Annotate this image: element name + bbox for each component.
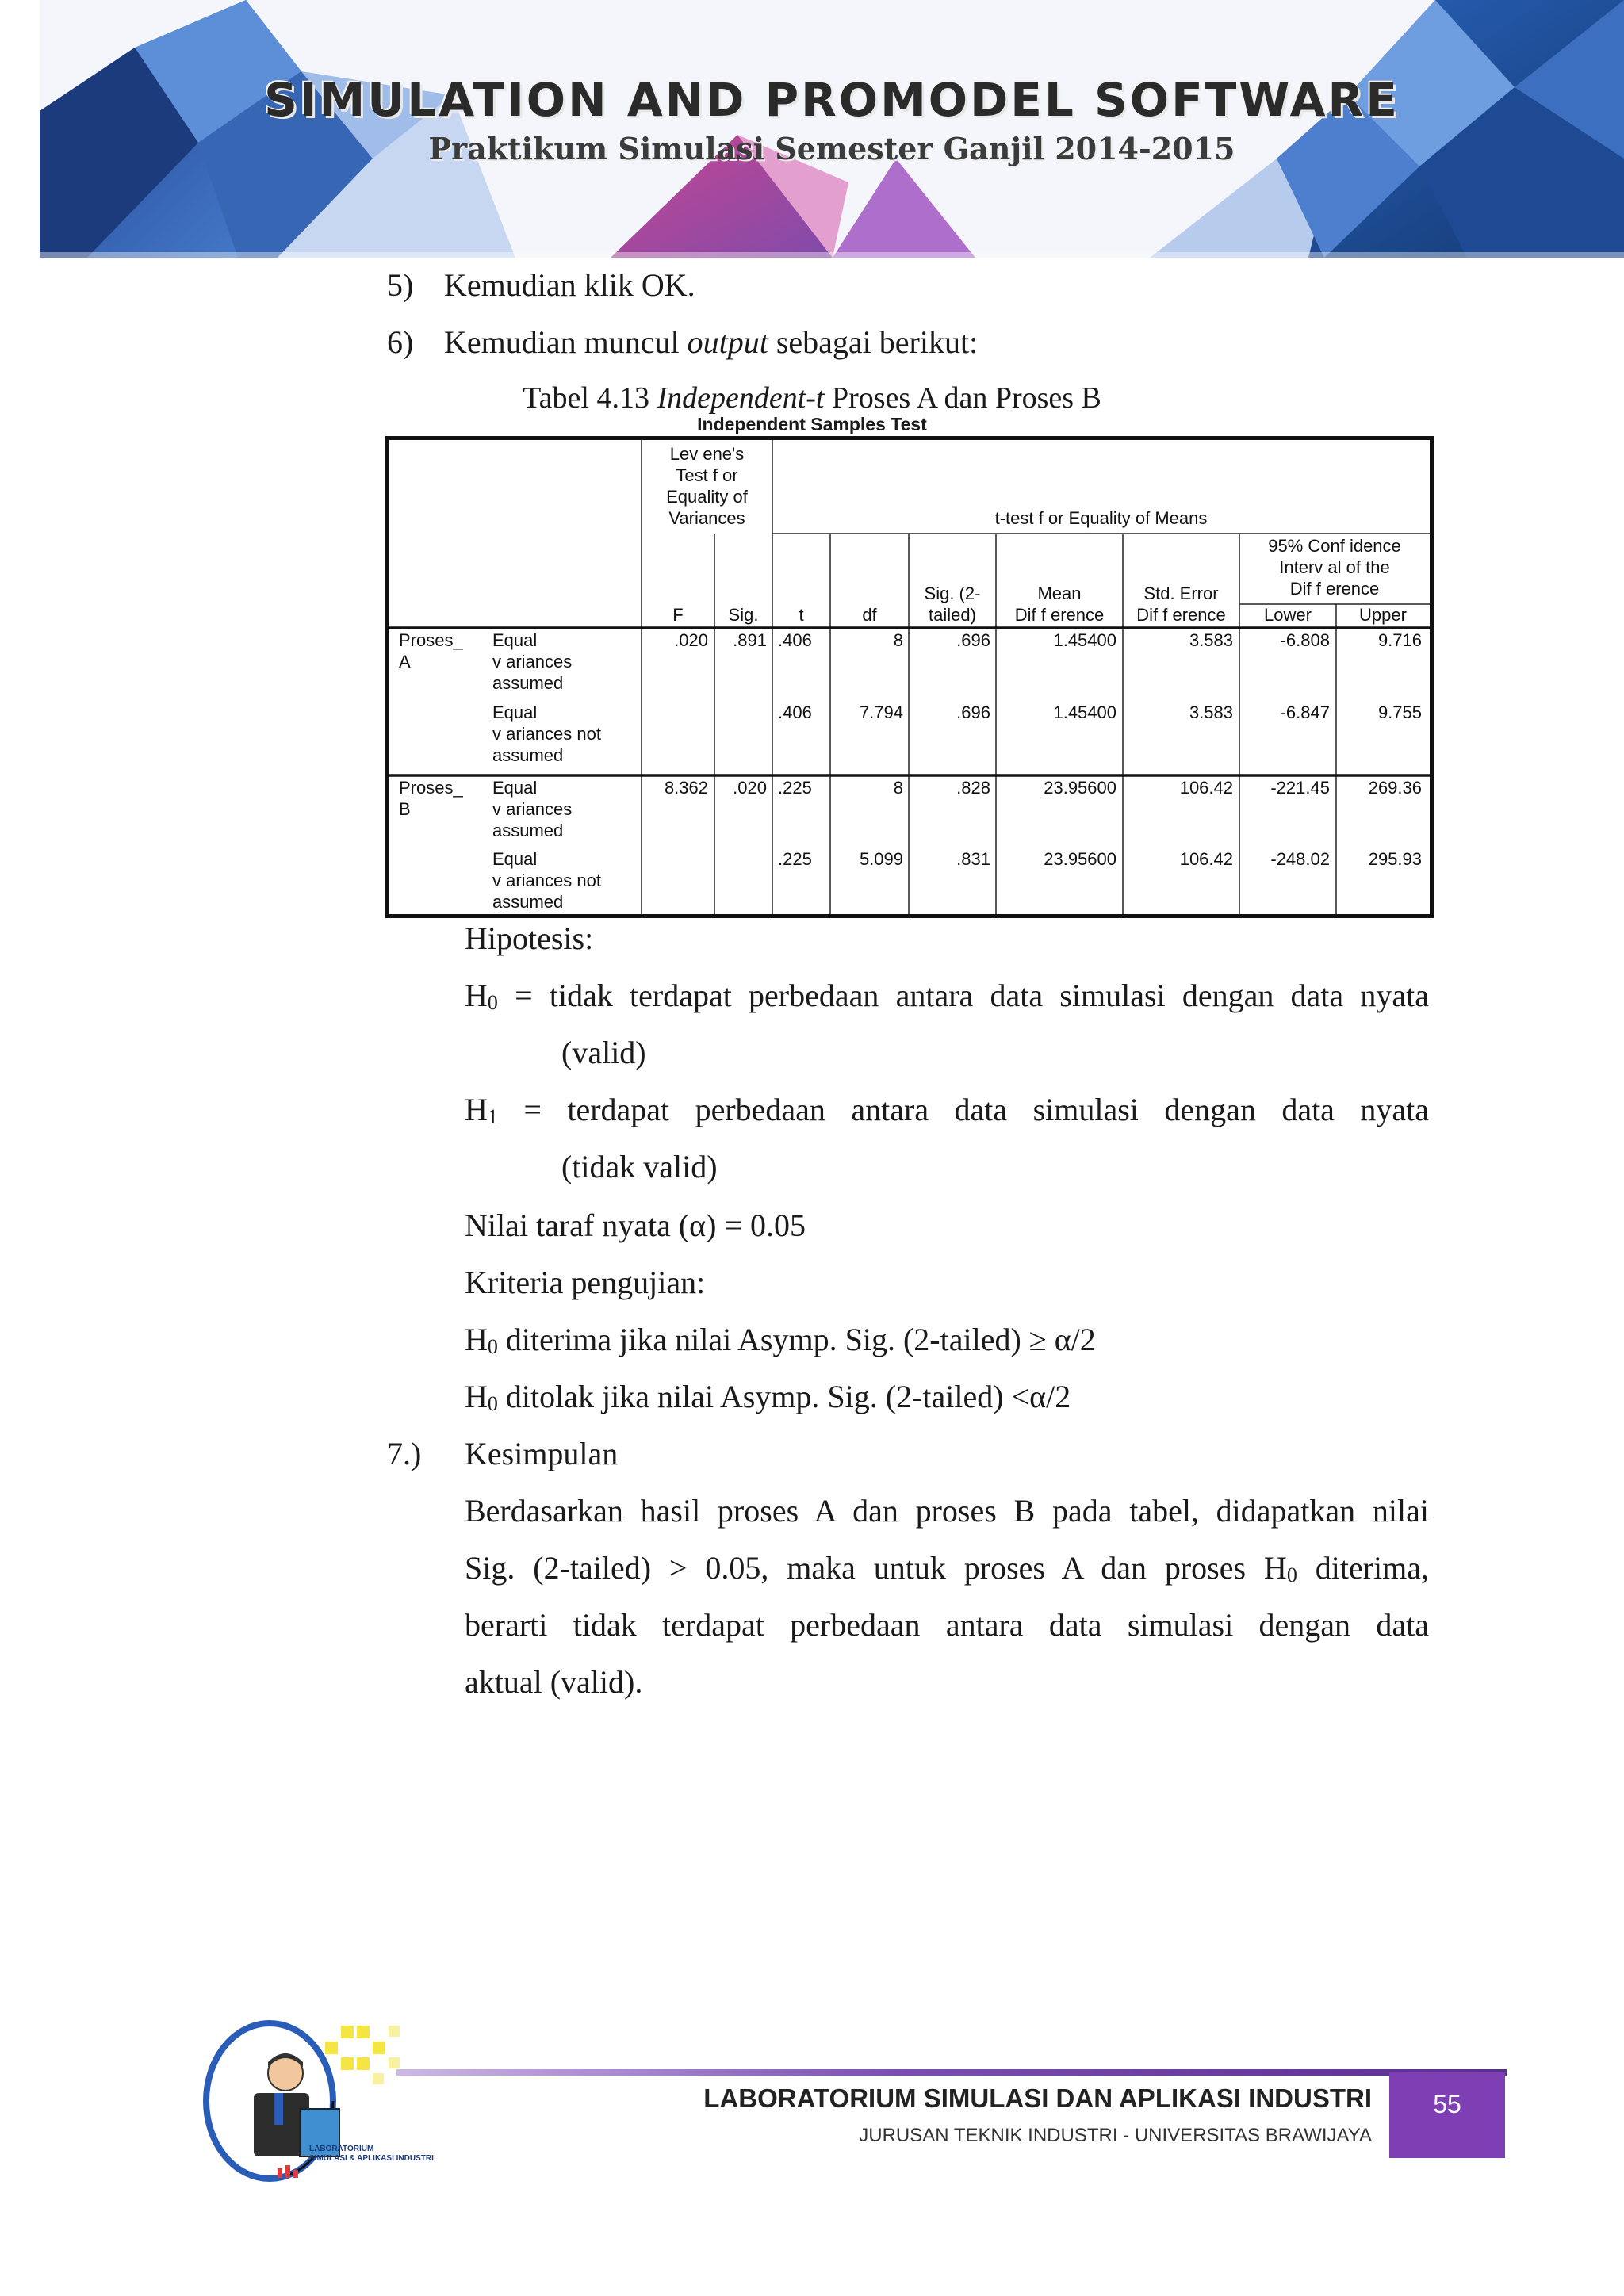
col-df: df — [862, 605, 877, 625]
col-f: F — [672, 605, 684, 625]
cell-upper: 9.755 — [1377, 702, 1422, 722]
cell-sig2: .696 — [956, 702, 990, 722]
cell-sig: .020 — [733, 778, 767, 798]
step-6-text — [444, 323, 978, 362]
footer-department: JURUSAN TEKNIK INDUSTRI - UNIVERSITAS BRAWIJAYA — [859, 2125, 1372, 2146]
cell-upper: 269.36 — [1368, 778, 1422, 798]
criteria-heading: Kriteria pengujian: — [465, 1265, 706, 1300]
hypothesis-heading: Hipotesis: — [465, 920, 594, 956]
col-sig2-line: tailed) — [929, 605, 976, 625]
cell-t: .225 — [778, 849, 812, 869]
col-sig2-line: Sig. (2- — [924, 584, 981, 603]
h0-subscript: 0 — [487, 991, 498, 1014]
cell-stderr: 3.583 — [1189, 630, 1233, 650]
group-a-name — [399, 629, 463, 672]
cell-df: 8 — [893, 778, 903, 798]
conclusion-line-1: Berdasarkan hasil proses A dan proses B pada tabel, didapatkan nilai — [465, 1493, 1429, 1529]
group-name-line: A — [399, 652, 411, 672]
row-label — [492, 702, 601, 766]
group-name-line: Proses_ — [399, 630, 463, 650]
group-name-line: Proses_ — [399, 778, 463, 798]
step-6-number: 6) — [387, 324, 414, 360]
cell-t: .406 — [778, 630, 812, 650]
cell-sig2: .828 — [956, 778, 990, 798]
row-label-line: v ariances — [492, 799, 573, 819]
h0-subscript: 0 — [487, 1392, 498, 1415]
cell-df: 5.099 — [859, 849, 903, 869]
row-label-line: Equal — [492, 630, 538, 650]
h1-subscript: 1 — [487, 1105, 498, 1128]
levene-header-line: Lev ene's — [669, 444, 745, 464]
levene-header-line: Test f or — [676, 465, 738, 485]
conclusion-line-2-post: diterima, — [1297, 1550, 1429, 1586]
col-stderr-line: Std. Error — [1143, 584, 1219, 603]
table-caption-post: Proses A dan Proses B — [824, 381, 1101, 415]
cell-df: 7.794 — [859, 702, 903, 722]
table-caption — [0, 379, 1624, 417]
step-5-number: 5) — [387, 267, 414, 303]
cell-mean: 1.45400 — [1053, 702, 1116, 722]
h0-text: = tidak terdapat perbedaan antara data simulasi dengan data nyata — [497, 978, 1429, 1013]
logo-text-line: SIMULASI & APLIKASI INDUSTRI — [309, 2154, 434, 2163]
logo-text-line: LABORATORIUM — [309, 2145, 374, 2153]
cell-sig2: .696 — [956, 630, 990, 650]
ttest-header: t-test f or Equality of Means — [994, 508, 1208, 528]
step-6-text-italic: output — [687, 324, 768, 360]
step-6-text-post: sebagai berikut: — [768, 324, 979, 360]
h1-continuation: (tidak valid) — [561, 1149, 718, 1184]
conclusion-line-4: aktual (valid). — [465, 1664, 643, 1700]
table-caption-pre: Tabel 4.13 — [523, 381, 657, 415]
cell-t: .225 — [778, 778, 812, 798]
row-label-line: assumed — [492, 745, 564, 765]
col-std-error — [1123, 583, 1239, 626]
levene-header — [642, 443, 772, 529]
logo-text — [309, 2145, 468, 2164]
row-label-line: Equal — [492, 849, 538, 869]
h1-text: = terdapat perbedaan antara data simulasi dengan data nyata — [497, 1092, 1429, 1127]
col-t: t — [799, 605, 804, 625]
cell-upper: 9.716 — [1377, 630, 1422, 650]
conclusion-heading-row — [387, 1435, 619, 1473]
row-label-line: Equal — [492, 778, 538, 798]
step-5-text: Kemudian klik OK. — [444, 267, 695, 303]
group-name-line: B — [399, 799, 411, 819]
cell-lower: -248.02 — [1270, 849, 1330, 869]
footer-divider — [396, 2069, 1507, 2076]
footer-lab-name: LABORATORIUM SIMULASI DAN APLIKASI INDUSTRI — [703, 2084, 1372, 2113]
cell-lower: -221.45 — [1270, 778, 1330, 798]
step-5 — [387, 266, 695, 304]
spss-table-title: Independent Samples Test — [697, 414, 927, 434]
cell-f: 8.362 — [664, 778, 708, 798]
banner-subtitle: Praktikum Simulasi Semester Ganjil 2014-2015 — [428, 131, 1235, 166]
table-caption-italic: Independent-t — [657, 381, 825, 415]
criteria-accept — [465, 1321, 1096, 1359]
row-label-line: assumed — [492, 673, 564, 693]
col-mean-line: Mean — [1037, 584, 1082, 603]
cell-f: .020 — [674, 630, 708, 650]
h1-symbol: H — [465, 1092, 488, 1127]
step-7-number: 7.) — [387, 1436, 422, 1471]
ci-header-line: Interv al of the — [1279, 557, 1390, 577]
page-number: 55 — [1389, 2072, 1505, 2158]
cell-sig: .891 — [733, 630, 767, 650]
criteria-reject-text: ditolak jika nilai Asymp. Sig. (2-tailed) <α/2 — [497, 1379, 1071, 1414]
row-label-line: v ariances not — [492, 724, 601, 744]
banner-geometric-art — [40, 0, 1624, 258]
h0-statement — [465, 977, 1429, 1015]
col-upper: Upper — [1359, 605, 1407, 625]
ci-header-line: 95% Conf idence — [1268, 536, 1401, 556]
cell-mean: 23.95600 — [1044, 849, 1116, 869]
row-label-line: Equal — [492, 702, 538, 722]
col-sig2 — [909, 583, 996, 626]
cell-stderr: 106.42 — [1179, 849, 1233, 869]
h0-symbol: H — [465, 1379, 488, 1414]
h0-subscript: 0 — [487, 1335, 498, 1358]
h0-symbol: H — [465, 1322, 488, 1357]
cell-stderr: 3.583 — [1189, 702, 1233, 722]
criteria-reject — [465, 1378, 1071, 1416]
levene-header-line: Variances — [668, 508, 745, 528]
banner-title: SIMULATION AND PROMODEL SOFTWARE — [264, 73, 1400, 127]
h0-continuation: (valid) — [561, 1035, 646, 1070]
independent-samples-table — [385, 436, 1434, 918]
step-6 — [387, 323, 979, 362]
cell-df: 8 — [893, 630, 903, 650]
row-label — [492, 848, 601, 913]
criteria-accept-text: diterima jika nilai Asymp. Sig. (2-tailed) ≥ α/2 — [497, 1322, 1096, 1357]
levene-header-line: Equality of — [666, 487, 748, 507]
row-label-line: assumed — [492, 821, 564, 840]
ci-header-line: Dif f erence — [1289, 579, 1380, 599]
header-banner — [40, 0, 1624, 258]
row-label-line: v ariances not — [492, 871, 601, 890]
col-stderr-line: Dif f erence — [1136, 605, 1226, 625]
cell-sig2: .831 — [956, 849, 990, 869]
cell-stderr: 106.42 — [1179, 778, 1233, 798]
row-label-line: v ariances — [492, 652, 573, 672]
ci-header — [1239, 535, 1430, 599]
group-b-name — [399, 777, 463, 820]
h0-subscript: 0 — [1286, 1563, 1297, 1586]
col-lower: Lower — [1264, 605, 1312, 625]
cell-upper: 295.93 — [1368, 849, 1422, 869]
row-label — [492, 629, 572, 694]
step-6-text-pre: Kemudian muncul — [444, 324, 688, 360]
cell-lower: -6.847 — [1280, 702, 1330, 722]
h0-symbol: H — [465, 978, 488, 1013]
conclusion-heading: Kesimpulan — [465, 1436, 619, 1471]
row-label — [492, 777, 572, 841]
conclusion-line-2 — [465, 1549, 1429, 1587]
cell-mean: 1.45400 — [1053, 630, 1116, 650]
conclusion-line-2-pre: Sig. (2-tailed) > 0.05, maka untuk proses A dan proses H — [465, 1550, 1287, 1586]
cell-mean: 23.95600 — [1044, 778, 1116, 798]
h1-statement — [465, 1091, 1429, 1129]
cell-lower: -6.808 — [1280, 630, 1330, 650]
col-mean-diff — [996, 583, 1123, 626]
cell-t: .406 — [778, 702, 812, 722]
row-label-line: assumed — [492, 892, 564, 912]
alpha-value: Nilai taraf nyata (α) = 0.05 — [465, 1207, 806, 1243]
conclusion-line-3: berarti tidak terdapat perbedaan antara data simulasi dengan data — [465, 1607, 1429, 1643]
col-sig: Sig. — [728, 605, 759, 625]
col-mean-line: Dif f erence — [1014, 605, 1105, 625]
